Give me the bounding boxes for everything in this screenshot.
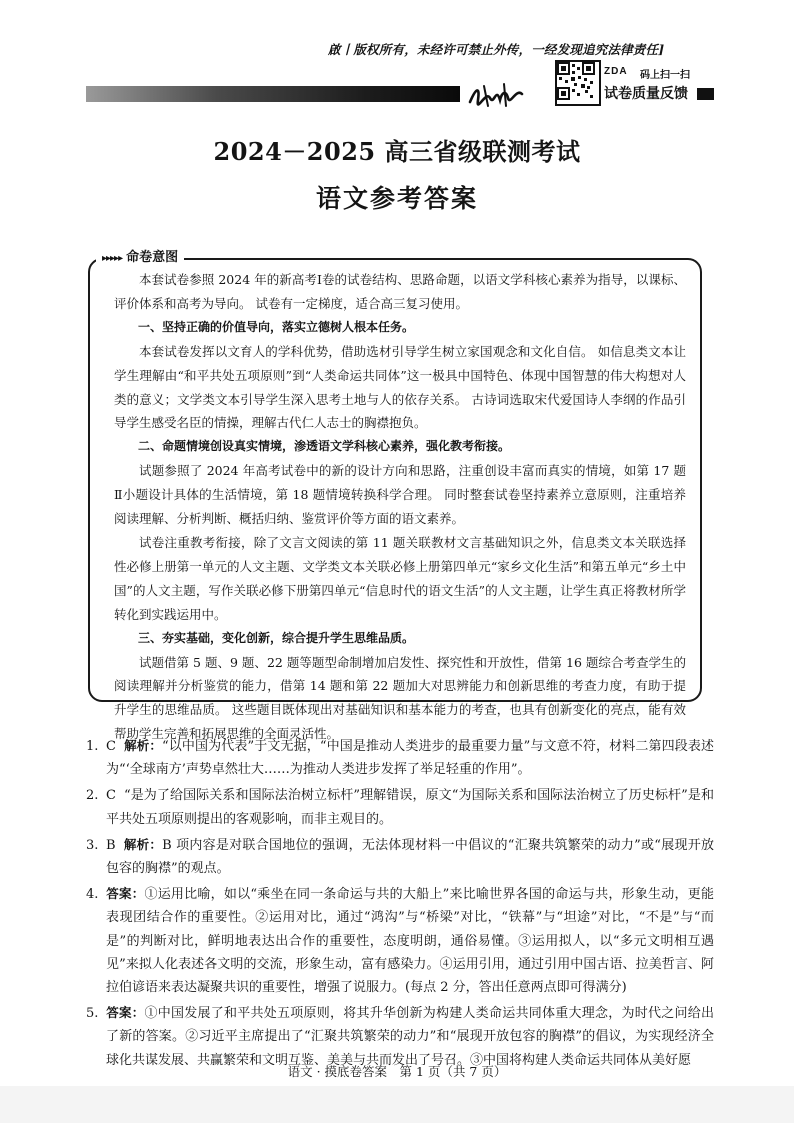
arrow-chevrons-icon: ▸▸▸▸▸: [102, 253, 123, 264]
answer-label: 解析：: [123, 836, 163, 852]
intent-paragraph: 试卷注重教考衔接，除了文言文阅读的第 11 题关联教材文言基础知识之外，信息类文本关联选择性必修上册第一单元的人文主题、文学类文本关联必修上册第四单元“家乡文化生活”和第五单元“乡土中国”的人文主题，写作关联必修下册第四单元“信息时代的语文生活”的人文主题，让学生真正将教材所学转化到实践运用中。: [114, 534, 686, 622]
intent-paragraph: 试题借第 5 题、9 题、22 题等题型命制增加启发性、探究性和开放性，借第 16 题综合考查学生的阅读理解并分析鉴赏的能力，借第 14 题和第 22 题加大对思辨能力和创新思维的考查力度，有助于提升学生的思维品质。 这些题目既体现出对基础知识和基本能力的考查，也具有创新变化的亮点，能有效帮助学生完善和拓展思维的全面灵活性。: [114, 654, 686, 742]
answer-item-2: [86, 783, 714, 830]
answer-text: “是为了给国际关系和国际法治树立标杆”理解错误，原文“为国际关系和国际法治树立了历史标杆”是和平共处五项原则提出的客观影响，而非主观目的。: [106, 788, 714, 827]
answer-item-3: [86, 833, 714, 880]
copyright-notice: 啟丨版权所有，未经许可禁止外传，一经发现追究法律责任]: [328, 42, 665, 57]
bottom-band: [0, 1086, 794, 1123]
intent-label-text: 命卷意图: [126, 250, 179, 265]
answer-label: 解析：: [123, 738, 162, 753]
answer-title: 语文参考答案: [315, 184, 478, 213]
answer-item-1: [86, 734, 714, 781]
answer-text: ①运用比喻，如以“乘坐在同一条命运与共的大船上”来比喻世界各国的命运与共，形象生动，更能表现团结合作的重要性。②运用对比，通过“鸿沟”与“桥梁”对比，“铁幕”与“坦途”对比，“不是”与“而是”的判断对比，鲜明地表达出合作的重要性，态度明朗，通俗易懂。③运用拟人，以“多元文明相互遇见”来拟人化表述各文明的交流，形象生动，富有感染力。④运用引用，通过引用中国古语、拉美哲言、阿拉伯谚语来表达凝聚共识的重要性，增强了说服力。(每点 2 分，答出任意两点即可得满分): [106, 887, 714, 996]
zda-logo: ZDA: [604, 66, 628, 77]
intent-paragraph: 本套试卷发挥以文育人的学科优势，借助选材引导学生树立家国观念和文化自信。 如信息类文本让学生理解由“和平共处五项原则”到“人类命运共同体”这一极具中国特色、体现中国智慧的伟大构想对人类的意义；文学类文本引导学生深入思考土地与人的依存关系。 古诗词选取宋代爱国诗人李纲的作品引导学生感受名臣的情操，理解古代仁人志士的胸襟抱负。: [114, 343, 686, 431]
intent-paragraph: 本套试卷参照 2024 年的新高考Ⅰ卷的试卷结构、思路命题，以语文学科核心素养为指导，以课标、评价体系和高考为导向。 试卷有一定梯度，适合高三复习使用。: [114, 272, 686, 311]
answer-label: 答案：: [106, 1005, 145, 1021]
header-gradient-banner: [86, 86, 460, 102]
scan-prompt-text: 码上扫一扫: [640, 70, 690, 81]
answer-key: C: [106, 788, 116, 804]
handwritten-signature-icon: [466, 80, 526, 110]
answer-list: [86, 734, 714, 1074]
answer-text: B 项内容是对联合国地位的强调，无法体现材料一中倡议的“汇聚共筑繁荣的动力”或“展现开放包容的胸襟”的观点。: [106, 837, 714, 877]
header-end-bar: [697, 88, 714, 100]
exam-title: 2024－2025 高三省级联测考试: [213, 137, 581, 166]
answer-number: 2.: [86, 788, 99, 804]
answer-number: 3.: [86, 837, 99, 853]
intent-label: [96, 246, 184, 265]
answer-key: C: [106, 739, 116, 754]
intent-paragraph: 试题参照了 2024 年高考试卷中的新的设计方向和思路，注重创设丰富而真实的情境，如第 17 题Ⅱ小题设计具体的生活情境，第 18 题情境转换科学合理。 同时整套试卷坚持素养立意原则，注重培养阅读理解、分析判断、概括归纳、鉴赏评价等方面的语文素养。: [114, 463, 686, 527]
answer-number: 1.: [86, 739, 99, 754]
page-footer: 语文 · 摸底卷答案 第 1 页（共 7 页）: [287, 1064, 507, 1079]
intent-heading: 一、坚持正确的价值导向，落实立德树人根本任务。: [138, 319, 415, 334]
qr-code-icon[interactable]: [555, 60, 601, 106]
intent-body: [114, 268, 686, 746]
quality-feedback-text: 试卷质量反馈: [604, 85, 688, 101]
answer-label: 答案：: [106, 886, 145, 902]
answer-number: 4.: [86, 887, 99, 903]
intent-heading: 三、夯实基础，变化创新，综合提升学生思维品质。: [138, 630, 415, 645]
answer-text: “以中国为代表”于文无据，“中国是推动人类进步的最重要力量”与文意不符，材料二第四段表述为“‘全球南方’声势卓然壮大……为推动人类进步发挥了举足轻重的作用”。: [106, 739, 714, 778]
answer-key: B: [106, 837, 116, 853]
intent-heading: 二、命题情境创设真实情境，渗透语文学科核心素养，强化教考衔接。: [138, 439, 511, 454]
answer-number: 5.: [86, 1006, 99, 1022]
answer-item-4: [86, 882, 714, 999]
answer-text: ①中国发展了和平共处五项原则，将其升华创新为构建人类命运共同体重大理念，为时代之问给出了新的答案。②习近平主席提出了“汇聚共筑繁荣的动力”和“展现开放包容的胸襟”的倡议，为实现经济全球化共谋发展、共赢繁荣和文明互鉴、美美与共而发出了号召。③中国将构建人类命运共同体从美好愿: [106, 1006, 714, 1068]
